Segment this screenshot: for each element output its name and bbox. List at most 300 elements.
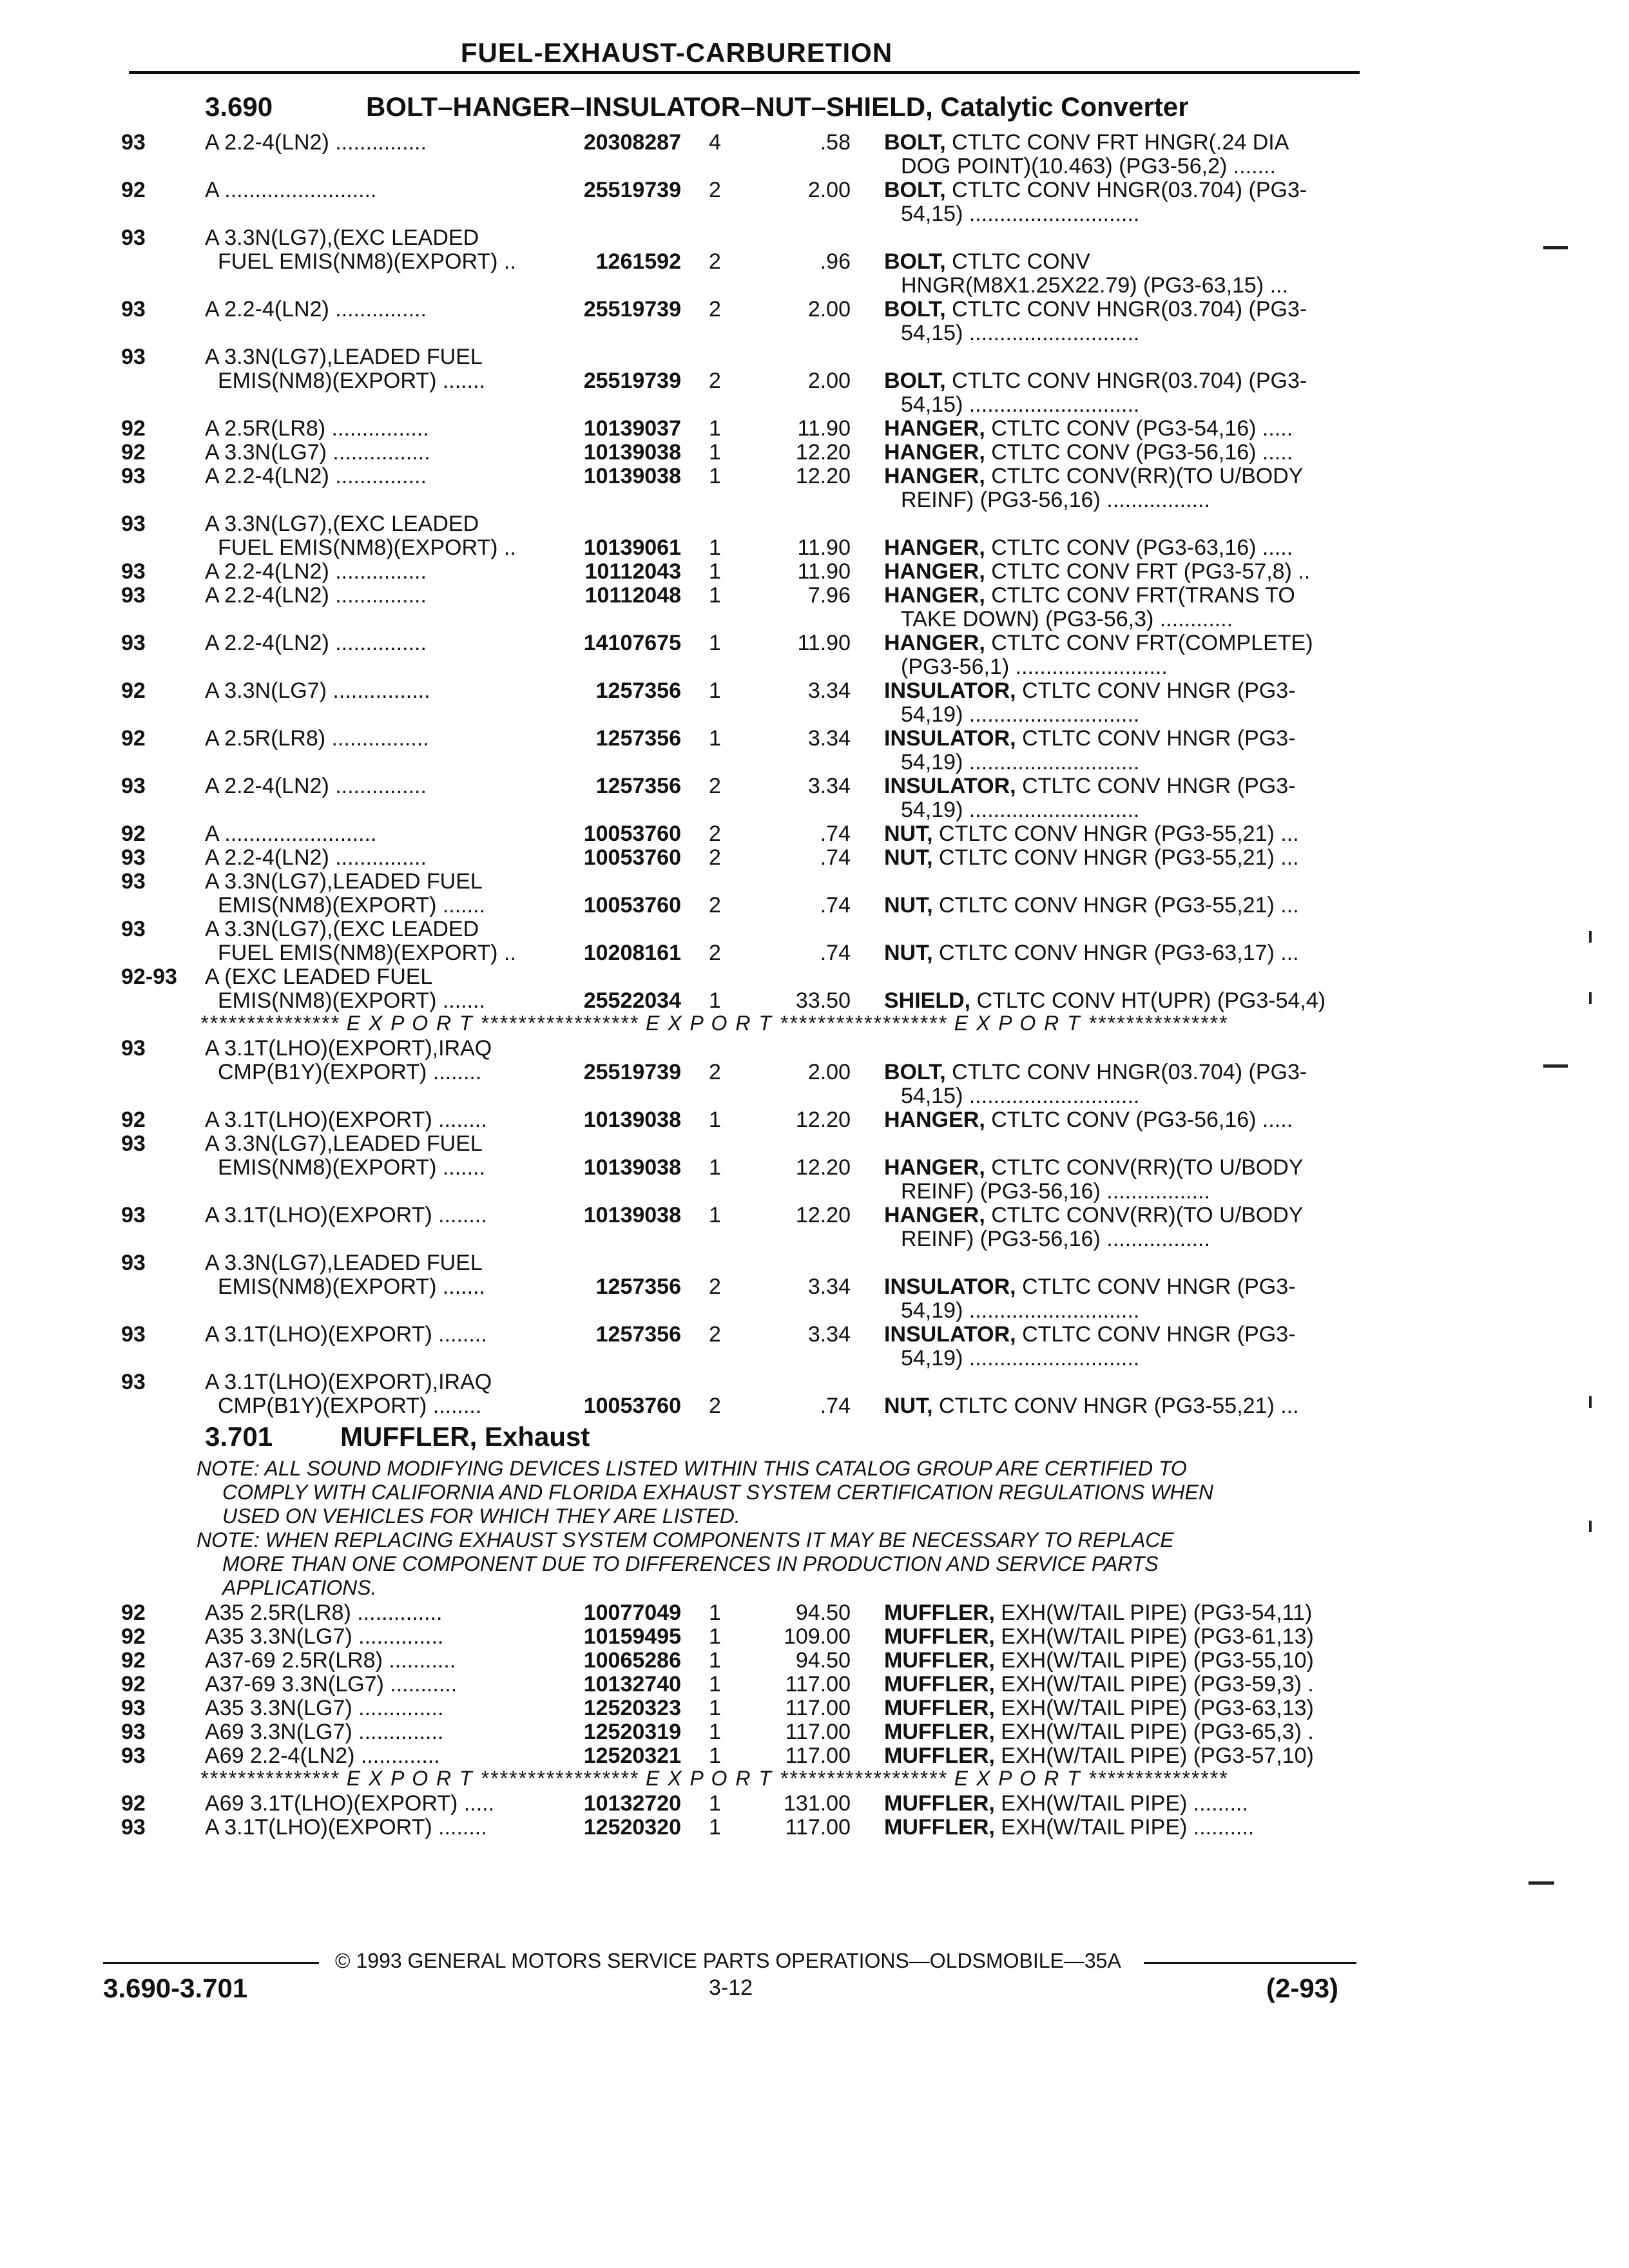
quantity: 1 — [709, 1203, 721, 1227]
description-keyword: MUFFLER, — [884, 1648, 995, 1673]
part-description — [901, 1347, 1139, 1370]
description-continuation-line — [0, 488, 1629, 512]
list-price: .74 — [820, 845, 851, 870]
model-year: 92-93 — [121, 965, 177, 989]
footer-page-number: 3-12 — [709, 1975, 753, 2000]
part-number: 1257356 — [595, 726, 681, 751]
description-text: 54,15) ............................ — [901, 1084, 1140, 1108]
description-text: 54,15) ............................ — [901, 321, 1140, 345]
parts-line — [0, 774, 1629, 798]
model-year: 93 — [121, 130, 146, 155]
description-text: CTLTC CONV (PG3-54,16) ..... — [985, 416, 1293, 441]
catalog-note-line: APPLICATIONS. — [222, 1576, 377, 1599]
part-description — [901, 655, 1168, 679]
application: A 3.1T(LHO)(EXPORT) ........ — [205, 1203, 487, 1227]
description-keyword: MUFFLER, — [884, 1624, 995, 1649]
parts-line — [0, 1649, 1629, 1673]
description-keyword: NUT, — [884, 893, 933, 918]
description-text: EXH(W/TAIL PIPE) (PG3-57,10) — [994, 1744, 1314, 1768]
description-text: EXH(W/TAIL PIPE) (PG3-59,3) . — [994, 1672, 1314, 1696]
part-number: 10132740 — [583, 1672, 681, 1696]
application: A 2.2-4(LN2) ............... — [205, 583, 427, 608]
model-year: 93 — [121, 226, 146, 250]
quantity: 2 — [709, 1274, 721, 1299]
description-keyword: INSULATOR, — [884, 1322, 1016, 1347]
part-number: 10208161 — [583, 941, 681, 965]
description-text: EXH(W/TAIL PIPE) .......... — [994, 1815, 1255, 1840]
margin-mark — [1543, 246, 1568, 249]
part-description — [901, 1084, 1139, 1108]
list-price: 11.90 — [797, 416, 851, 441]
part-description — [901, 322, 1139, 345]
model-year: 93 — [121, 774, 146, 798]
quantity: 2 — [709, 1060, 721, 1084]
parts-line — [0, 1370, 1629, 1394]
application: A69 3.1T(LHO)(EXPORT) ..... — [205, 1791, 495, 1816]
quantity: 2 — [709, 297, 721, 322]
parts-line — [0, 1673, 1629, 1696]
list-price: .74 — [820, 941, 851, 965]
parts-line — [0, 512, 1629, 536]
application: A69 3.3N(LG7) .............. — [205, 1720, 444, 1744]
description-keyword: MUFFLER, — [884, 1815, 995, 1840]
quantity: 1 — [709, 559, 721, 584]
description-text: CTLTC CONV HNGR (PG3-55,21) ... — [932, 845, 1299, 870]
description-text: CTLTC CONV FRT (PG3-57,8) .. — [985, 559, 1311, 584]
application: EMIS(NM8)(EXPORT) ....... — [218, 988, 485, 1013]
application: EMIS(NM8)(EXPORT) ....... — [218, 1274, 485, 1299]
description-text: 54,19) ............................ — [901, 798, 1140, 822]
model-year: 92 — [121, 1624, 146, 1649]
part-description — [901, 488, 1210, 512]
part-description — [884, 989, 1325, 1013]
parts-line — [0, 918, 1629, 941]
application: A 3.1T(LHO)(EXPORT) ........ — [205, 1322, 487, 1347]
part-description — [884, 1204, 1303, 1227]
application: A 2.2-4(LN2) ............... — [205, 845, 427, 870]
description-text: CTLTC CONV(RR)(TO U/BODY — [985, 464, 1304, 488]
list-price: 2.00 — [807, 1060, 851, 1084]
part-number: 10053760 — [583, 893, 681, 918]
description-continuation-line — [0, 1084, 1629, 1108]
part-number: 10112048 — [584, 583, 681, 608]
part-description — [884, 560, 1310, 584]
quantity: 1 — [709, 535, 721, 560]
application: A 2.2-4(LN2) ............... — [205, 130, 427, 155]
application: EMIS(NM8)(EXPORT) ....... — [218, 893, 485, 918]
part-description — [884, 1816, 1254, 1840]
quantity: 1 — [709, 988, 721, 1013]
part-description — [884, 1744, 1314, 1768]
list-price: .74 — [820, 893, 851, 918]
part-description — [901, 798, 1139, 822]
list-price: .58 — [820, 130, 851, 155]
description-keyword: MUFFLER, — [884, 1672, 995, 1696]
description-keyword: HANGER, — [884, 583, 985, 608]
list-price: 94.50 — [795, 1600, 851, 1625]
part-number: 1257356 — [595, 1322, 681, 1347]
part-description — [884, 536, 1293, 560]
description-text: CTLTC CONV HNGR (PG3- — [1016, 1274, 1296, 1299]
list-price: .74 — [820, 822, 851, 846]
parts-line — [0, 727, 1629, 751]
description-text: EXH(W/TAIL PIPE) (PG3-65,3) . — [994, 1720, 1314, 1744]
footer-rule-right — [1144, 1962, 1356, 1964]
model-year: 93 — [121, 1322, 146, 1347]
quantity: 1 — [709, 583, 721, 608]
description-continuation-line — [0, 1347, 1629, 1370]
model-year: 93 — [121, 1131, 146, 1156]
description-text: TAKE DOWN) (PG3-56,3) ............ — [901, 607, 1233, 631]
quantity: 1 — [709, 1791, 721, 1816]
list-price: 12.20 — [795, 1155, 851, 1180]
list-price: 2.00 — [807, 369, 851, 393]
model-year: 92 — [121, 440, 146, 465]
list-price: 33.50 — [795, 988, 851, 1013]
model-year: 93 — [121, 631, 146, 655]
model-year: 93 — [121, 845, 146, 870]
application: A 3.3N(LG7) ................ — [205, 678, 430, 703]
part-number: 10139061 — [583, 535, 681, 560]
description-keyword: INSULATOR, — [884, 726, 1016, 751]
parts-line — [0, 536, 1629, 560]
description-text: CTLTC CONV(RR)(TO U/BODY — [985, 1203, 1304, 1227]
application: A 3.1T(LHO)(EXPORT) ........ — [205, 1815, 487, 1840]
description-keyword: BOLT, — [884, 1060, 946, 1084]
description-text: DOG POINT)(10.463) (PG3-56,2) ....... — [901, 154, 1276, 178]
model-year: 92 — [121, 726, 146, 751]
model-year: 92 — [121, 1672, 146, 1696]
part-description — [884, 1673, 1314, 1696]
part-description — [884, 131, 1289, 155]
model-year: 93 — [121, 512, 146, 536]
catalog-note-line: COMPLY WITH CALIFORNIA AND FLORIDA EXHAUST SYSTEM CERTIFICATION REGULATIONS WHEN — [222, 1481, 1213, 1504]
description-keyword: MUFFLER, — [884, 1696, 995, 1720]
parts-line — [0, 1204, 1629, 1227]
description-text: CTLTC CONV HNGR (PG3-55,21) ... — [932, 822, 1299, 846]
model-year: 92 — [121, 1791, 146, 1816]
part-number: 25519739 — [583, 297, 681, 322]
part-number: 25519739 — [583, 1060, 681, 1084]
description-keyword: HANGER, — [884, 1155, 985, 1180]
part-number: 10139038 — [583, 440, 681, 465]
description-keyword: HANGER, — [884, 1108, 985, 1132]
part-description — [884, 1156, 1303, 1180]
part-description — [884, 298, 1307, 322]
quantity: 1 — [709, 1624, 721, 1649]
description-keyword: BOLT, — [884, 178, 946, 202]
description-keyword: HANGER, — [884, 1203, 985, 1227]
part-description — [884, 1394, 1299, 1418]
application: A 3.3N(LG7) ................ — [205, 440, 430, 465]
part-description — [884, 1275, 1295, 1299]
quantity: 1 — [709, 1744, 721, 1768]
parts-line — [0, 178, 1629, 202]
part-description — [884, 465, 1303, 488]
model-year: 92 — [121, 1648, 146, 1673]
parts-line — [0, 584, 1629, 608]
list-price: 11.90 — [797, 535, 851, 560]
part-number: 25522034 — [583, 988, 681, 1013]
parts-line — [0, 1696, 1629, 1720]
quantity: 2 — [709, 178, 721, 202]
quantity: 1 — [709, 1648, 721, 1673]
part-number: 10139038 — [583, 1108, 681, 1132]
list-price: .74 — [820, 1394, 851, 1418]
quantity: 1 — [709, 1155, 721, 1180]
part-description — [884, 846, 1299, 870]
parts-line — [0, 1156, 1629, 1180]
application: FUEL EMIS(NM8)(EXPORT) .. — [218, 941, 516, 965]
section-title: BOLT–HANGER–INSULATOR–NUT–SHIELD, Catalytic Converter — [366, 91, 1189, 122]
description-keyword: SHIELD, — [884, 988, 971, 1013]
quantity: 1 — [709, 464, 721, 488]
quantity: 2 — [709, 822, 721, 846]
list-price: 11.90 — [797, 631, 851, 655]
part-number: 10065286 — [583, 1648, 681, 1673]
part-number: 20308287 — [583, 130, 681, 155]
application: A ......................... — [205, 822, 377, 846]
footer-rule-left — [103, 1962, 319, 1964]
description-keyword: BOLT, — [884, 369, 946, 393]
description-text: 54,19) ............................ — [901, 1298, 1140, 1323]
list-price: 3.34 — [807, 678, 851, 703]
part-number: 14107675 — [583, 631, 681, 655]
application: A 2.2-4(LN2) ............... — [205, 631, 427, 655]
model-year: 93 — [121, 1251, 146, 1275]
model-year: 93 — [121, 1815, 146, 1840]
application: A 3.1T(LHO)(EXPORT),IRAQ — [205, 1370, 492, 1394]
export-divider: *************** E X P O R T ***************** E X P O R T ****************** E X P O R T *************** — [200, 1012, 1228, 1035]
quantity: 2 — [709, 774, 721, 798]
application: A 3.1T(LHO)(EXPORT),IRAQ — [205, 1036, 492, 1061]
part-description — [884, 1323, 1295, 1347]
quantity: 2 — [709, 369, 721, 393]
part-description — [884, 584, 1295, 608]
part-description — [884, 631, 1313, 655]
parts-line — [0, 226, 1629, 250]
part-description — [884, 441, 1293, 465]
quantity: 1 — [709, 1108, 721, 1132]
margin-mark — [1543, 1064, 1568, 1068]
parts-line — [0, 417, 1629, 441]
part-description — [884, 1601, 1312, 1625]
parts-line — [0, 1061, 1629, 1084]
part-description — [884, 1649, 1314, 1673]
part-description — [884, 822, 1299, 846]
description-text: EXH(W/TAIL PIPE) (PG3-54,11) — [994, 1600, 1313, 1625]
parts-line — [0, 131, 1629, 155]
description-text: 54,19) ............................ — [901, 702, 1140, 727]
list-price: 7.96 — [807, 583, 851, 608]
list-price: 117.00 — [785, 1815, 851, 1840]
application: A 3.3N(LG7),LEADED FUEL — [205, 345, 483, 369]
description-text: (PG3-56,1) ......................... — [901, 655, 1168, 679]
part-description — [901, 393, 1139, 417]
parts-line — [0, 679, 1629, 703]
description-text: CTLTC CONV HNGR (PG3- — [1016, 1322, 1296, 1347]
part-number: 10139038 — [583, 464, 681, 488]
description-text: CTLTC CONV HNGR (PG3-63,17) ... — [932, 941, 1299, 965]
part-description — [901, 751, 1139, 774]
description-continuation-line — [0, 274, 1629, 298]
quantity: 2 — [709, 893, 721, 918]
description-text: EXH(W/TAIL PIPE) (PG3-61,13) — [994, 1624, 1314, 1649]
quantity: 1 — [709, 678, 721, 703]
part-description — [901, 703, 1139, 727]
description-keyword: INSULATOR, — [884, 678, 1016, 703]
part-number: 10159495 — [583, 1624, 681, 1649]
description-keyword: MUFFLER, — [884, 1600, 995, 1625]
part-description — [884, 1061, 1307, 1084]
list-price: 3.34 — [807, 726, 851, 751]
application: A37-69 2.5R(LR8) ........... — [205, 1648, 456, 1673]
part-description — [901, 1299, 1139, 1323]
description-continuation-line — [0, 202, 1629, 226]
list-price: 3.34 — [807, 1322, 851, 1347]
list-price: 12.20 — [795, 464, 851, 488]
description-keyword: HANGER, — [884, 464, 985, 488]
parts-line — [0, 1792, 1629, 1816]
part-number: 12520320 — [583, 1815, 681, 1840]
application: A 3.3N(LG7),(EXC LEADED — [205, 226, 479, 250]
part-description — [901, 202, 1139, 226]
quantity: 2 — [709, 941, 721, 965]
parts-line — [0, 1275, 1629, 1299]
description-continuation-line — [0, 798, 1629, 822]
description-keyword: BOLT, — [884, 249, 946, 274]
description-keyword: BOLT, — [884, 130, 946, 155]
parts-line — [0, 822, 1629, 846]
parts-line — [0, 441, 1629, 465]
application: A35 3.3N(LG7) .............. — [205, 1696, 444, 1720]
part-number: 10053760 — [583, 845, 681, 870]
part-number: 1257356 — [595, 1274, 681, 1299]
part-description — [901, 1227, 1210, 1251]
application: A35 2.5R(LR8) .............. — [205, 1600, 443, 1625]
part-description — [884, 774, 1295, 798]
description-keyword: HANGER, — [884, 535, 985, 560]
description-continuation-line — [0, 155, 1629, 178]
description-continuation-line — [0, 655, 1629, 679]
list-price: 3.34 — [807, 1274, 851, 1299]
quantity: 1 — [709, 1815, 721, 1840]
parts-line — [0, 1037, 1629, 1061]
list-price: 12.20 — [795, 440, 851, 465]
footer-copyright: © 1993 GENERAL MOTORS SERVICE PARTS OPERATIONS—OLDSMOBILE—35A — [335, 1949, 1121, 1972]
description-text: HNGR(M8X1.25X22.79) (PG3-63,15) ... — [901, 273, 1288, 298]
margin-mark — [1589, 931, 1592, 943]
part-number: 1257356 — [595, 774, 681, 798]
part-description — [901, 1180, 1210, 1204]
part-description — [884, 1108, 1293, 1132]
quantity: 1 — [709, 631, 721, 655]
application: EMIS(NM8)(EXPORT) ....... — [218, 369, 485, 393]
model-year: 93 — [121, 1744, 146, 1768]
parts-line — [0, 298, 1629, 322]
description-text: CTLTC CONV FRT HNGR(.24 DIA — [945, 130, 1289, 155]
description-text: CTLTC CONV HNGR(03.704) (PG3- — [945, 178, 1307, 202]
description-text: CTLTC CONV (PG3-63,16) ..... — [985, 535, 1293, 560]
list-price: 109.00 — [784, 1624, 851, 1649]
list-price: 117.00 — [785, 1672, 851, 1696]
part-description — [884, 1792, 1248, 1816]
list-price: .96 — [820, 249, 851, 274]
part-description — [884, 1625, 1314, 1649]
application: CMP(B1Y)(EXPORT) ........ — [218, 1060, 482, 1084]
parts-line — [0, 1720, 1629, 1744]
quantity: 1 — [709, 726, 721, 751]
application: A35 3.3N(LG7) .............. — [205, 1624, 444, 1649]
part-description — [884, 941, 1299, 965]
margin-mark — [1589, 1521, 1592, 1532]
parts-line — [0, 369, 1629, 393]
description-text: CTLTC CONV HNGR (PG3-55,21) ... — [932, 893, 1299, 918]
part-number: 25519739 — [583, 369, 681, 393]
part-number: 10112043 — [584, 559, 681, 584]
description-text: CTLTC CONV (PG3-56,16) ..... — [985, 440, 1293, 465]
description-text: EXH(W/TAIL PIPE) (PG3-63,13) — [994, 1696, 1314, 1720]
part-description — [884, 1720, 1314, 1744]
part-description — [884, 178, 1307, 202]
description-keyword: BOLT, — [884, 297, 946, 322]
margin-mark — [1589, 992, 1592, 1004]
description-text: REINF) (PG3-56,16) ................. — [901, 1179, 1210, 1204]
model-year: 93 — [121, 297, 146, 322]
catalog-note-line: NOTE: WHEN REPLACING EXHAUST SYSTEM COMPONENTS IT MAY BE NECESSARY TO REPLACE — [197, 1528, 1174, 1552]
part-description — [901, 274, 1288, 298]
application: CMP(B1Y)(EXPORT) ........ — [218, 1394, 482, 1418]
quantity: 1 — [709, 1600, 721, 1625]
description-keyword: INSULATOR, — [884, 774, 1016, 798]
export-divider: *************** E X P O R T ***************** E X P O R T ****************** E X P O R T *************** — [200, 1767, 1228, 1790]
parts-line — [0, 465, 1629, 488]
list-price: 131.00 — [784, 1791, 851, 1816]
description-continuation-line — [0, 322, 1629, 345]
description-keyword: HANGER, — [884, 559, 985, 584]
parts-line — [0, 1394, 1629, 1418]
description-continuation-line — [0, 608, 1629, 631]
list-price: 117.00 — [785, 1744, 851, 1768]
section-number: 3.701 — [205, 1421, 273, 1452]
list-price: 94.50 — [795, 1648, 851, 1673]
application: A 3.3N(LG7),LEADED FUEL — [205, 1251, 483, 1275]
parts-line — [0, 250, 1629, 274]
application: A69 2.2-4(LN2) ............. — [205, 1744, 440, 1768]
part-description — [884, 1696, 1314, 1720]
model-year: 93 — [121, 1720, 146, 1744]
description-keyword: INSULATOR, — [884, 1274, 1016, 1299]
margin-mark — [1528, 1881, 1554, 1885]
footer-date: (2-93) — [1266, 1973, 1339, 2003]
description-continuation-line — [0, 751, 1629, 774]
parts-line — [0, 846, 1629, 870]
application: A 3.3N(LG7),(EXC LEADED — [205, 917, 479, 941]
description-text: REINF) (PG3-56,16) ................. — [901, 1227, 1210, 1251]
parts-line — [0, 1625, 1629, 1649]
parts-line — [0, 894, 1629, 918]
description-text: CTLTC CONV FRT(TRANS TO — [985, 583, 1295, 608]
description-keyword: MUFFLER, — [884, 1744, 995, 1768]
description-continuation-line — [0, 703, 1629, 727]
description-text: 54,15) ............................ — [901, 392, 1140, 417]
application: A 2.2-4(LN2) ............... — [205, 297, 427, 322]
part-number: 1261592 — [595, 249, 681, 274]
quantity: 1 — [709, 416, 721, 441]
list-price: 3.34 — [807, 774, 851, 798]
application: FUEL EMIS(NM8)(EXPORT) .. — [218, 249, 516, 274]
parts-line — [0, 1132, 1629, 1156]
